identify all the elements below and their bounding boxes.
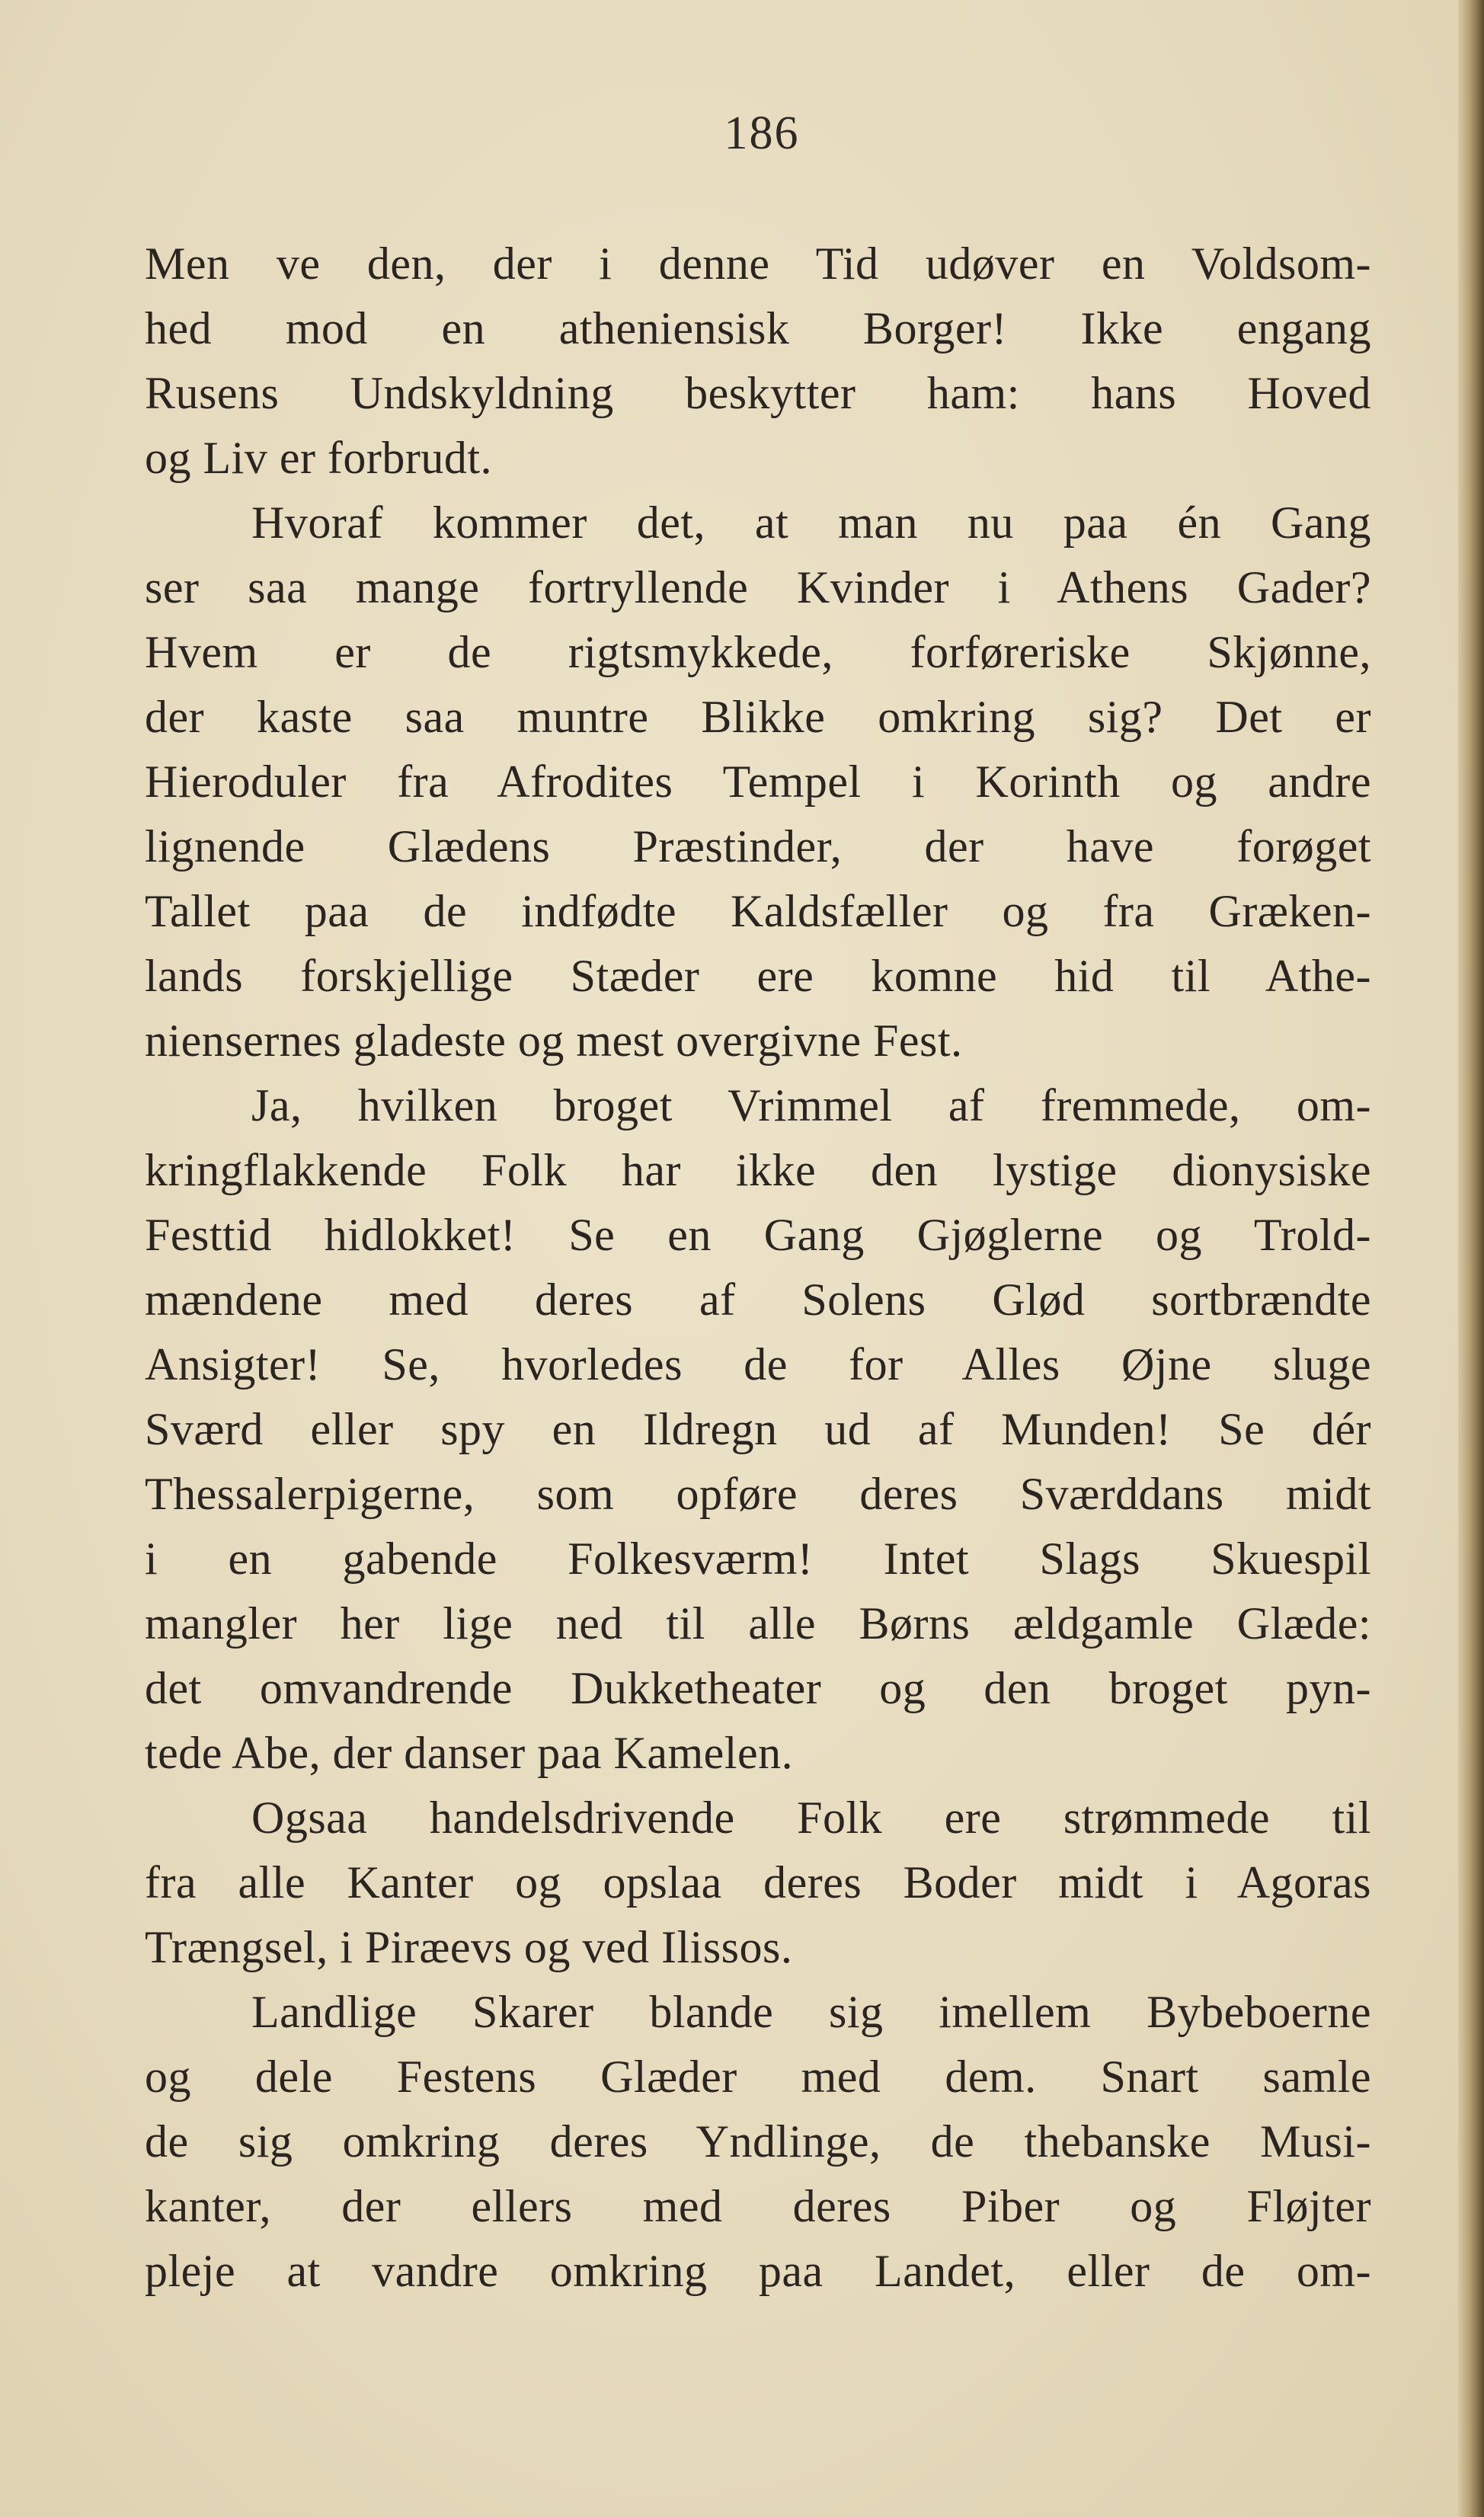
text-line: og dele Festens Glæder med dem. Snart samle (145, 2052, 1371, 2102)
text-line: Hvem er de rigtsmykkede, forføreriske Skjønne, (145, 627, 1371, 677)
text-line: kringflakkende Folk har ikke den lystige dionysiske (145, 1145, 1371, 1195)
text-line: lands forskjellige Stæder ere komne hid til Athe- (145, 951, 1371, 1001)
body-text (145, 232, 1371, 2304)
text-line: ser saa mange fortryllende Kvinder i Athens Gader? (145, 562, 1371, 612)
text-line: Ogsaa handelsdrivende Folk ere strømmede til (251, 1793, 1371, 1843)
text-line: Ja, hvilken broget Vrimmel af fremmede, om- (251, 1080, 1371, 1131)
text-line: Landlige Skarer blande sig imellem Bybeboerne (251, 1987, 1371, 2037)
text-line: Trængsel, i Piræevs og ved Ilissos. (145, 1922, 793, 1972)
text-line: Festtid hidlokket! Se en Gang Gjøglerne og Trold- (145, 1210, 1371, 1260)
text-line: de sig omkring deres Yndlinge, de thebanske Musi- (145, 2116, 1371, 2167)
text-line: det omvandrende Dukketheater og den broget pyn- (145, 1663, 1371, 1713)
text-line: tede Abe, der danser paa Kamelen. (145, 1728, 794, 1778)
text-line: lignende Glædens Præstinder, der have forøget (145, 821, 1371, 872)
text-line: og Liv er forbrudt. (145, 433, 493, 483)
page-number: 186 (724, 107, 800, 159)
text-line: Men ve den, der i denne Tid udøver en Voldsom- (145, 238, 1371, 289)
text-line: Sværd eller spy en Ildregn ud af Munden! Se dér (145, 1404, 1371, 1454)
text-line: mændene med deres af Solens Glød sortbrændte (145, 1274, 1371, 1325)
text-line: Hieroduler fra Afrodites Tempel i Korinth og andre (145, 756, 1371, 807)
text-line: mangler her lige ned til alle Børns ældgamle Glæde: (145, 1598, 1371, 1649)
text-line: Thessalerpigerne, som opføre deres Sværddans midt (145, 1469, 1371, 1519)
text-line: kanter, der ellers med deres Piber og Fløjter (145, 2181, 1371, 2231)
text-line: Tallet paa de indfødte Kaldsfæller og fra Græken- (145, 886, 1371, 936)
text-line: Rusens Undskyldning beskytter ham: hans Hoved (145, 368, 1371, 418)
page-edge-shadow (1458, 0, 1484, 2517)
text-line: niensernes gladeste og mest overgivne Fest. (145, 1015, 963, 1066)
text-line: Hvoraf kommer det, at man nu paa én Gang (251, 497, 1371, 548)
text-line: fra alle Kanter og opslaa deres Boder midt i Agoras (145, 1857, 1371, 1908)
text-line: i en gabende Folkesværm! Intet Slags Skuespil (145, 1534, 1371, 1584)
text-line: der kaste saa muntre Blikke omkring sig? Det er (145, 692, 1371, 742)
text-line: pleje at vandre omkring paa Landet, eller de om- (145, 2246, 1371, 2296)
text-line: hed mod en atheniensisk Borger! Ikke engang (145, 303, 1371, 353)
text-line: Ansigter! Se, hvorledes de for Alles Øjne sluge (145, 1339, 1371, 1390)
